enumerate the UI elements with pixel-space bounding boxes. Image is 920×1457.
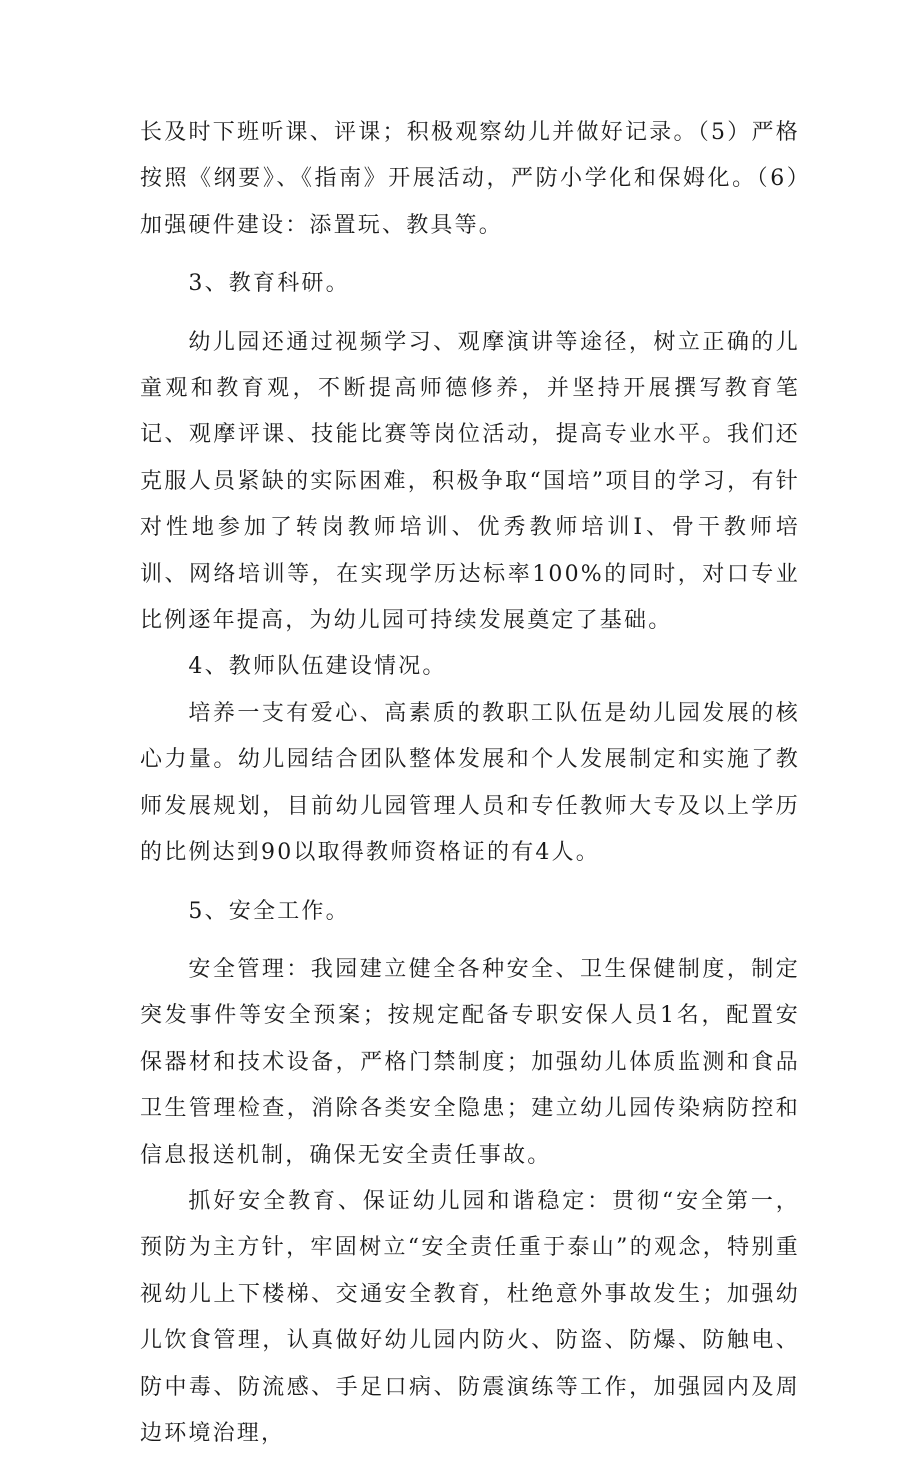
paragraph-teacher-team: 培养一支有爱心、高素质的教职工队伍是幼儿园发展的核心力量。幼儿园结合团队整体发展和个人发展制定和实施了教师发展规划，目前幼儿园管理人员和专任教师大专及以上学历的比例达到90以取得教师资格证的有4人。 (140, 700, 800, 866)
heading-teacher-team: 4、教师队伍建设情况。 (188, 654, 447, 680)
paragraph-safety-management: 安全管理：我园建立健全各种安全、卫生保健制度，制定突发事件等安全预案；按规定配备专职安保人员1名，配置安保器材和技术设备，严格门禁制度；加强幼儿体质监测和食品卫生管理检查，消除各类安全隐患；建立幼儿园传染病防控和信息报送机制，确保无安全责任事故。 (140, 956, 800, 1168)
document-body (140, 110, 800, 1457)
heading-education-research: 3、教育科研。 (188, 271, 350, 297)
paragraph-education-research: 幼儿园还通过视频学习、观摩演讲等途径，树立正确的儿童观和教育观，不断提高师德修养，并坚持开展撰写教育笔记、观摩评课、技能比赛等岗位活动，提高专业水平。我们还克服人员紧缺的实际困难，积极争取“国培”项目的学习，有针对性地参加了转岗教师培训、优秀教师培训I、骨干教师培训、网络培训等，在实现学历达标率100%的同时，对口专业比例逐年提高，为幼儿园可持续发展奠定了基础。 (140, 329, 800, 634)
heading-safety-work: 5、安全工作。 (188, 898, 350, 924)
paragraph-continued: 长及时下班听课、评课；积极观察幼儿并做好记录。（5）严格按照《纲要》、《指南》开展活动，严防小学化和保姆化。（6）加强硬件建设：添置玩、教具等。 (140, 120, 800, 238)
paragraph-safety-education: 抓好安全教育、保证幼儿园和谐稳定：贯彻“安全第一，预防为主方针，牢固树立“安全责任重于泰山”的观念，特别重视幼儿上下楼梯、交通安全教育，杜绝意外事故发生；加强幼儿饮食管理，认真做好幼儿园内防火、防盗、防爆、防触电、防中毒、防流感、手足口病、防震演练等工作，加强园内及周边环境治理， (140, 1188, 800, 1446)
